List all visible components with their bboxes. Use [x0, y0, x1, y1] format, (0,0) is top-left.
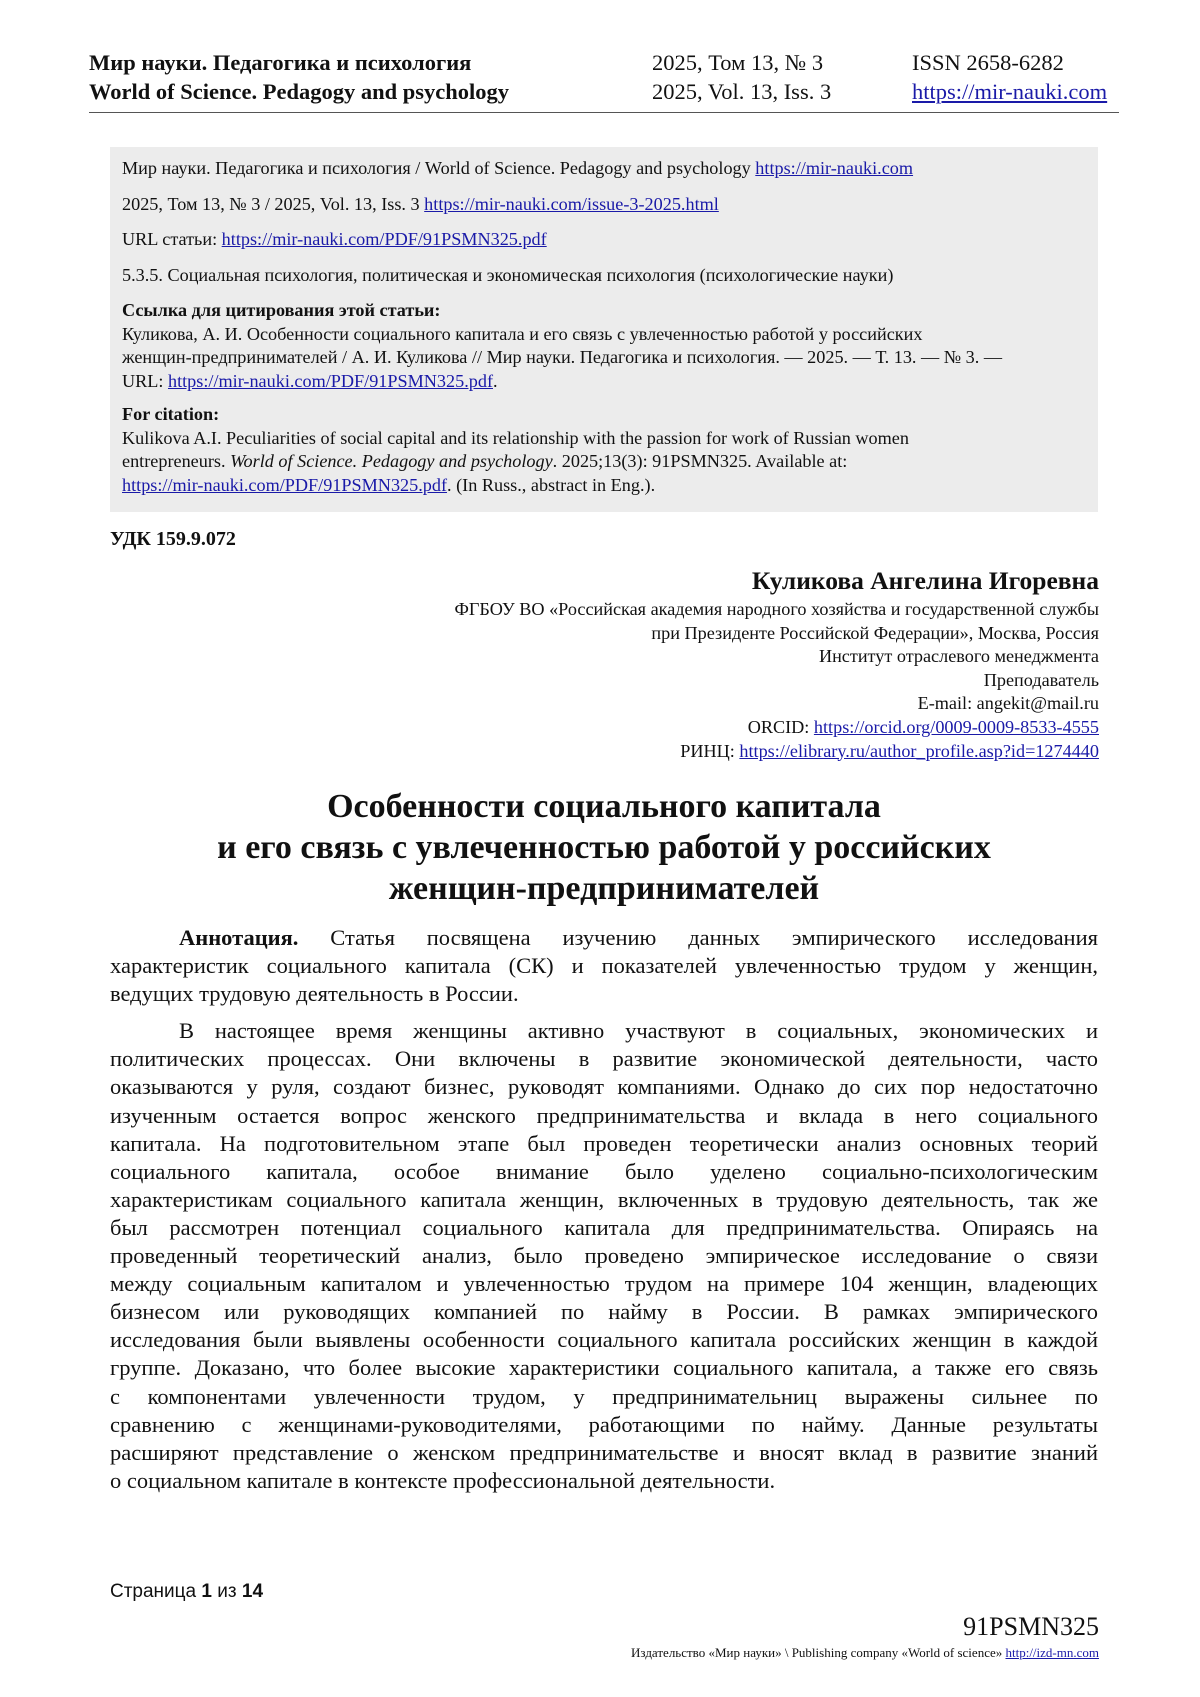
issue-block	[652, 48, 902, 106]
citation-ru-line1: Куликова, А. И. Особенности социального капитала и его связь с увлеченностью работой у российских	[122, 323, 923, 344]
paragraph-line: политических процессах. Они включены в развитие экономической деятельности, часто	[110, 1046, 1098, 1072]
journal-title-en: World of Science. Pedagogy and psychology	[89, 79, 510, 104]
citation-en-line1: Kulikova A.I. Peculiarities of social capital and its relationship with the passion for work of Russian women	[122, 427, 909, 448]
author-email: E-mail: angekit@mail.ru	[917, 693, 1099, 714]
author-orcid	[199, 716, 1099, 740]
issn: ISSN 2658-6282	[912, 50, 1064, 75]
paragraph-line: группе. Доказано, что более высокие характеристики социального капитала, а также его связь	[110, 1355, 1098, 1381]
author-rinc	[199, 740, 1099, 764]
article-title	[110, 786, 1098, 909]
citation-box	[110, 147, 1098, 512]
orcid-link[interactable]: https://orcid.org/0009-0009-8533-4555	[813, 716, 1099, 737]
citation-url-label: URL статьи:	[122, 229, 222, 249]
citation-issue-text: 2025, Том 13, № 3 / 2025, Vol. 13, Iss. 3	[122, 193, 425, 214]
annotation-text: Статья посвящена изучению данных эмпирического исследования	[298, 925, 1098, 950]
citation-en-link[interactable]: https://mir-nauki.com/PDF/91PSMN325.pdf	[122, 474, 448, 495]
publisher-link[interactable]: http://izd-mn.com	[1005, 1645, 1099, 1660]
paragraph-line: сравнению с женщинами-руководителями, работающими по найму. Данные результаты	[110, 1411, 1098, 1437]
citation-ru-heading: Ссылка для цитирования этой статьи:	[122, 300, 441, 320]
page-prefix: Страница	[110, 1581, 202, 1602]
journal-title-block	[89, 48, 649, 106]
orcid-label: ORCID:	[747, 716, 814, 737]
issue-ru: 2025, Том 13, № 3	[652, 50, 824, 75]
page-middle: из	[211, 1581, 242, 1602]
citation-en-block	[122, 403, 1086, 497]
citation-en-heading: For citation:	[122, 404, 220, 424]
author-position: Преподаватель	[983, 669, 1099, 690]
article-body	[110, 924, 1098, 1495]
author-block	[199, 564, 1099, 763]
citation-ru-period: .	[493, 370, 498, 391]
citation-en-details: . 2025;13(3): 91PSMN325. Available at:	[552, 451, 848, 471]
citation-journal-text: Мир науки. Педагогика и психология / World of Science. Pedagogy and psychology	[122, 158, 756, 178]
page-counter	[110, 1581, 263, 1603]
journal-title-ru: Мир науки. Педагогика и психология	[89, 50, 472, 75]
title-line-3: женщин-предпринимателей	[388, 870, 820, 907]
author-institute: Институт отраслевого менеджмента	[818, 646, 1099, 667]
page-current: 1	[201, 1581, 212, 1602]
paragraph-line: между социальным капиталом и увлеченностью трудом на примере 104 женщин, владеющих	[110, 1271, 1098, 1297]
citation-article-link[interactable]: https://mir-nauki.com/PDF/91PSMN325.pdf	[221, 229, 547, 249]
citation-ru-block	[122, 299, 1086, 393]
header-divider	[89, 112, 1119, 113]
citation-en-text: entrepreneurs.	[122, 451, 231, 471]
citation-ru-link[interactable]: https://mir-nauki.com/PDF/91PSMN325.pdf	[167, 370, 493, 391]
paragraph-line: В настоящее время женщины активно участвуют в социальных, экономических и	[179, 1018, 1098, 1044]
paragraph-line: социального капитала, особое внимание было уделено социально-психологическим	[110, 1158, 1098, 1184]
paragraph-line: расширяют представление о женском предпринимательстве и вносят вклад в развитие знаний	[110, 1439, 1098, 1465]
citation-url-line	[122, 228, 1086, 252]
paragraph-line: проведенный теоретический анализ, было проведено эмпирическое исследование о связи	[110, 1243, 1098, 1269]
paragraph-line: о социальном капитале в контексте профессиональной деятельности.	[110, 1467, 776, 1493]
citation-ru-url-label: URL:	[122, 370, 168, 391]
paragraph-line: исследования были выявлены особенности социального капитала российских женщин в каждой	[110, 1327, 1098, 1353]
citation-en-line3	[122, 474, 1086, 498]
citation-en-note: . (In Russ., abstract in Eng.).	[447, 474, 656, 495]
journal-site-link[interactable]: https://mir-nauki.com	[912, 79, 1108, 104]
publisher-text: Издательство «Мир науки» \ Publishing company «World of science»	[631, 1645, 1006, 1660]
annotation-line	[110, 924, 1098, 952]
citation-en-journal: World of Science. Pedagogy and psychology	[230, 451, 553, 471]
paragraph-line: капитала. На подготовительном этапе был проведен теоретически анализ основных теорий	[110, 1130, 1098, 1156]
publisher-line	[631, 1645, 1099, 1661]
citation-journal-link[interactable]: https://mir-nauki.com	[755, 158, 914, 178]
paragraph-line: бизнесом или руководящих компанией по найму в России. В рамках эмпирического	[110, 1299, 1098, 1325]
author-affiliation-2: при Президенте Российской Федерации», Москва, Россия	[651, 622, 1099, 643]
annotation-label: Аннотация.	[179, 925, 299, 950]
article-code: 91PSMN325	[963, 1612, 1099, 1641]
citation-issue-line	[122, 193, 1086, 217]
running-header	[89, 48, 1119, 112]
paragraph-line: с компонентами увлеченности трудом, у предпринимательниц выражены сильнее по	[110, 1383, 1098, 1409]
annotation-line: характеристик социального капитала (СК) и показателей увлеченностью трудом у женщин,	[110, 953, 1098, 979]
rinc-label: РИНЦ:	[680, 740, 740, 761]
citation-specialty: 5.3.5. Социальная психология, политическая и экономическая психология (психологические науки)	[122, 264, 894, 285]
paragraph-line: был рассмотрен потенциал социального капитала для предпринимательства. Опираясь на	[110, 1214, 1098, 1240]
citation-ru-line3	[122, 370, 1086, 394]
annotation-line: ведущих трудовую деятельность в России.	[110, 981, 519, 1007]
citation-en-line2	[122, 450, 1086, 474]
rinc-link[interactable]: https://elibrary.ru/author_profile.asp?id=1274440	[739, 740, 1099, 761]
author-name: Куликова Ангелина Игоревна	[751, 566, 1099, 595]
citation-journal-line	[122, 157, 1086, 181]
title-line-2: и его связь с увлеченностью работой у российских	[217, 829, 991, 866]
citation-ru-line2: женщин-предпринимателей / А. И. Куликова // Мир науки. Педагогика и психология. — 2025. — Т. 13. — № 3. —	[122, 347, 1003, 367]
issn-block	[912, 48, 1127, 106]
author-affiliation-1: ФГБОУ ВО «Российская академия народного хозяйства и государственной службы	[454, 599, 1099, 619]
paragraph-line: изученным остается вопрос женского предпринимательства и вклада в него социального	[110, 1102, 1098, 1128]
title-line-1: Особенности социального капитала	[327, 788, 881, 825]
issue-en: 2025, Vol. 13, Iss. 3	[652, 79, 832, 104]
page-total: 14	[241, 1581, 264, 1602]
paragraph-line: оказываются у руля, создают бизнес, руководят компаниями. Однако до сих пор недостаточно	[110, 1074, 1098, 1100]
udk-code: УДК 159.9.072	[110, 528, 236, 550]
citation-issue-link[interactable]: https://mir-nauki.com/issue-3-2025.html	[424, 193, 719, 214]
paragraph-line: характеристикам социального капитала женщин, включенных в трудовую деятельность, так же	[110, 1186, 1098, 1212]
